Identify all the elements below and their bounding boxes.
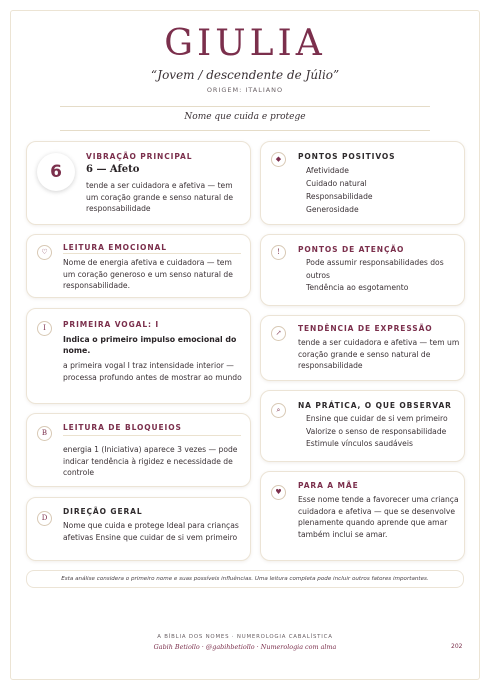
blocks-text: energia 1 (Iniciativa) aparece 3 vezes — pode indicar tendência à rigidez e necessidade de controle xyxy=(63,445,238,477)
direction-text: Nome que cuida e protege Ideal para crianças afetivas Ensine que cuidar de si vem primeiro xyxy=(63,521,239,542)
tagline-top-rule xyxy=(60,106,430,107)
vowel-card xyxy=(26,308,251,404)
heart-outline-icon: ♡ xyxy=(37,245,52,260)
positives-title: PONTOS POSITIVOS xyxy=(298,152,396,161)
vowel-title: PRIMEIRA VOGAL: I xyxy=(63,320,160,329)
name-origin: ORIGEM: ITALIANO xyxy=(206,86,284,94)
expression-title: TENDÊNCIA DE EXPRESSÃO xyxy=(298,324,433,333)
vibration-value: 6 — Afeto xyxy=(86,164,140,175)
direction-card xyxy=(26,497,251,561)
attention-list xyxy=(306,257,444,295)
tagline: Nome que cuida e protege xyxy=(184,112,306,122)
practice-card xyxy=(260,390,465,462)
name-meaning: “Jovem / descendente de Júlio” xyxy=(150,68,340,82)
direction-letter-icon: D xyxy=(37,511,52,526)
list-item: Generosidade xyxy=(306,205,359,214)
footer-book-title: A BÍBLIA DOS NOMES · NUMEROLOGIA CABALÍSTICA xyxy=(157,634,333,640)
list-item: Cuidado natural xyxy=(306,179,367,188)
vowel-letter-icon: I xyxy=(37,321,52,336)
expression-card xyxy=(260,315,465,381)
list-item: outros xyxy=(306,270,330,280)
vowel-text: a primeira vogal I traz intensidade interior — processa profundo antes de mostrar ao mundo xyxy=(63,361,242,382)
list-item: Afetividade xyxy=(306,166,349,175)
emotional-title: LEITURA EMOCIONAL xyxy=(63,243,167,252)
search-icon: ⌕ xyxy=(271,403,286,418)
footer-author: Gabih Betiollo · @gabihbetiollo · Numerologia com alma xyxy=(153,643,337,651)
alert-icon: ! xyxy=(271,245,286,260)
blocks-title: LEITURA DE BLOQUEIOS xyxy=(63,423,182,432)
vibration-text: tende a ser cuidadora e afetiva — tem um coração grande e senso natural de responsabilidade xyxy=(86,181,234,213)
blocks-letter-icon: B xyxy=(37,426,52,441)
arrow-up-right-icon: ↗ xyxy=(271,326,286,341)
emotional-text: Nome de energia afetiva e cuidadora — tem um coração generoso e um senso natural de responsabilidade. xyxy=(63,258,233,290)
attention-card xyxy=(260,234,465,306)
positives-card xyxy=(260,141,465,225)
list-item: Estimule vínculos saudáveis xyxy=(306,439,413,448)
vibration-number-badge: 6 xyxy=(37,153,75,191)
list-item: Responsabilidade xyxy=(306,192,373,201)
tagline-bottom-rule xyxy=(60,130,430,131)
mother-title: PARA A MÃE xyxy=(298,481,359,490)
header xyxy=(0,22,490,94)
heart-icon: ♥ xyxy=(271,485,286,500)
emotional-rule xyxy=(63,253,241,254)
practice-list xyxy=(306,413,448,451)
positives-list xyxy=(306,164,373,216)
page-number: 202 xyxy=(451,643,463,650)
vibration-card xyxy=(26,141,251,225)
vowel-emphasis: Indica o primeiro impulso emocional do nome. xyxy=(63,335,237,355)
diamond-icon: ◆ xyxy=(271,152,286,167)
disclaimer-note: Esta análise considera o primeiro nome e suas possíveis influências. Uma leitura completa pode incluir outros fatores importantes. xyxy=(26,570,464,588)
list-item: Ensine que cuidar de si vem primeiro xyxy=(306,414,448,423)
emotional-card xyxy=(26,234,251,298)
attention-title: PONTOS DE ATENÇÃO xyxy=(298,245,405,254)
list-item: Pode assumir responsabilidades dos xyxy=(306,258,444,267)
mother-text: Esse nome tende a favorecer uma criança cuidadora e afetiva — que se desenvolve plenamente quando aprende que amar também inclui se amar. xyxy=(298,495,459,539)
blocks-rule xyxy=(63,435,241,436)
expression-text: tende a ser cuidadora e afetiva — tem um coração grande e senso natural de responsabilidade xyxy=(298,338,460,370)
vibration-title: VIBRAÇÃO PRINCIPAL xyxy=(86,152,193,161)
direction-title: DIREÇÃO GERAL xyxy=(63,507,143,516)
practice-title: NA PRÁTICA, O QUE OBSERVAR xyxy=(298,401,452,410)
mother-card xyxy=(260,471,465,561)
name-title: GIULIA xyxy=(164,23,326,64)
list-item: Valorize o senso de responsabilidade xyxy=(306,426,447,436)
list-item: Tendência ao esgotamento xyxy=(306,283,409,292)
blocks-card xyxy=(26,413,251,487)
